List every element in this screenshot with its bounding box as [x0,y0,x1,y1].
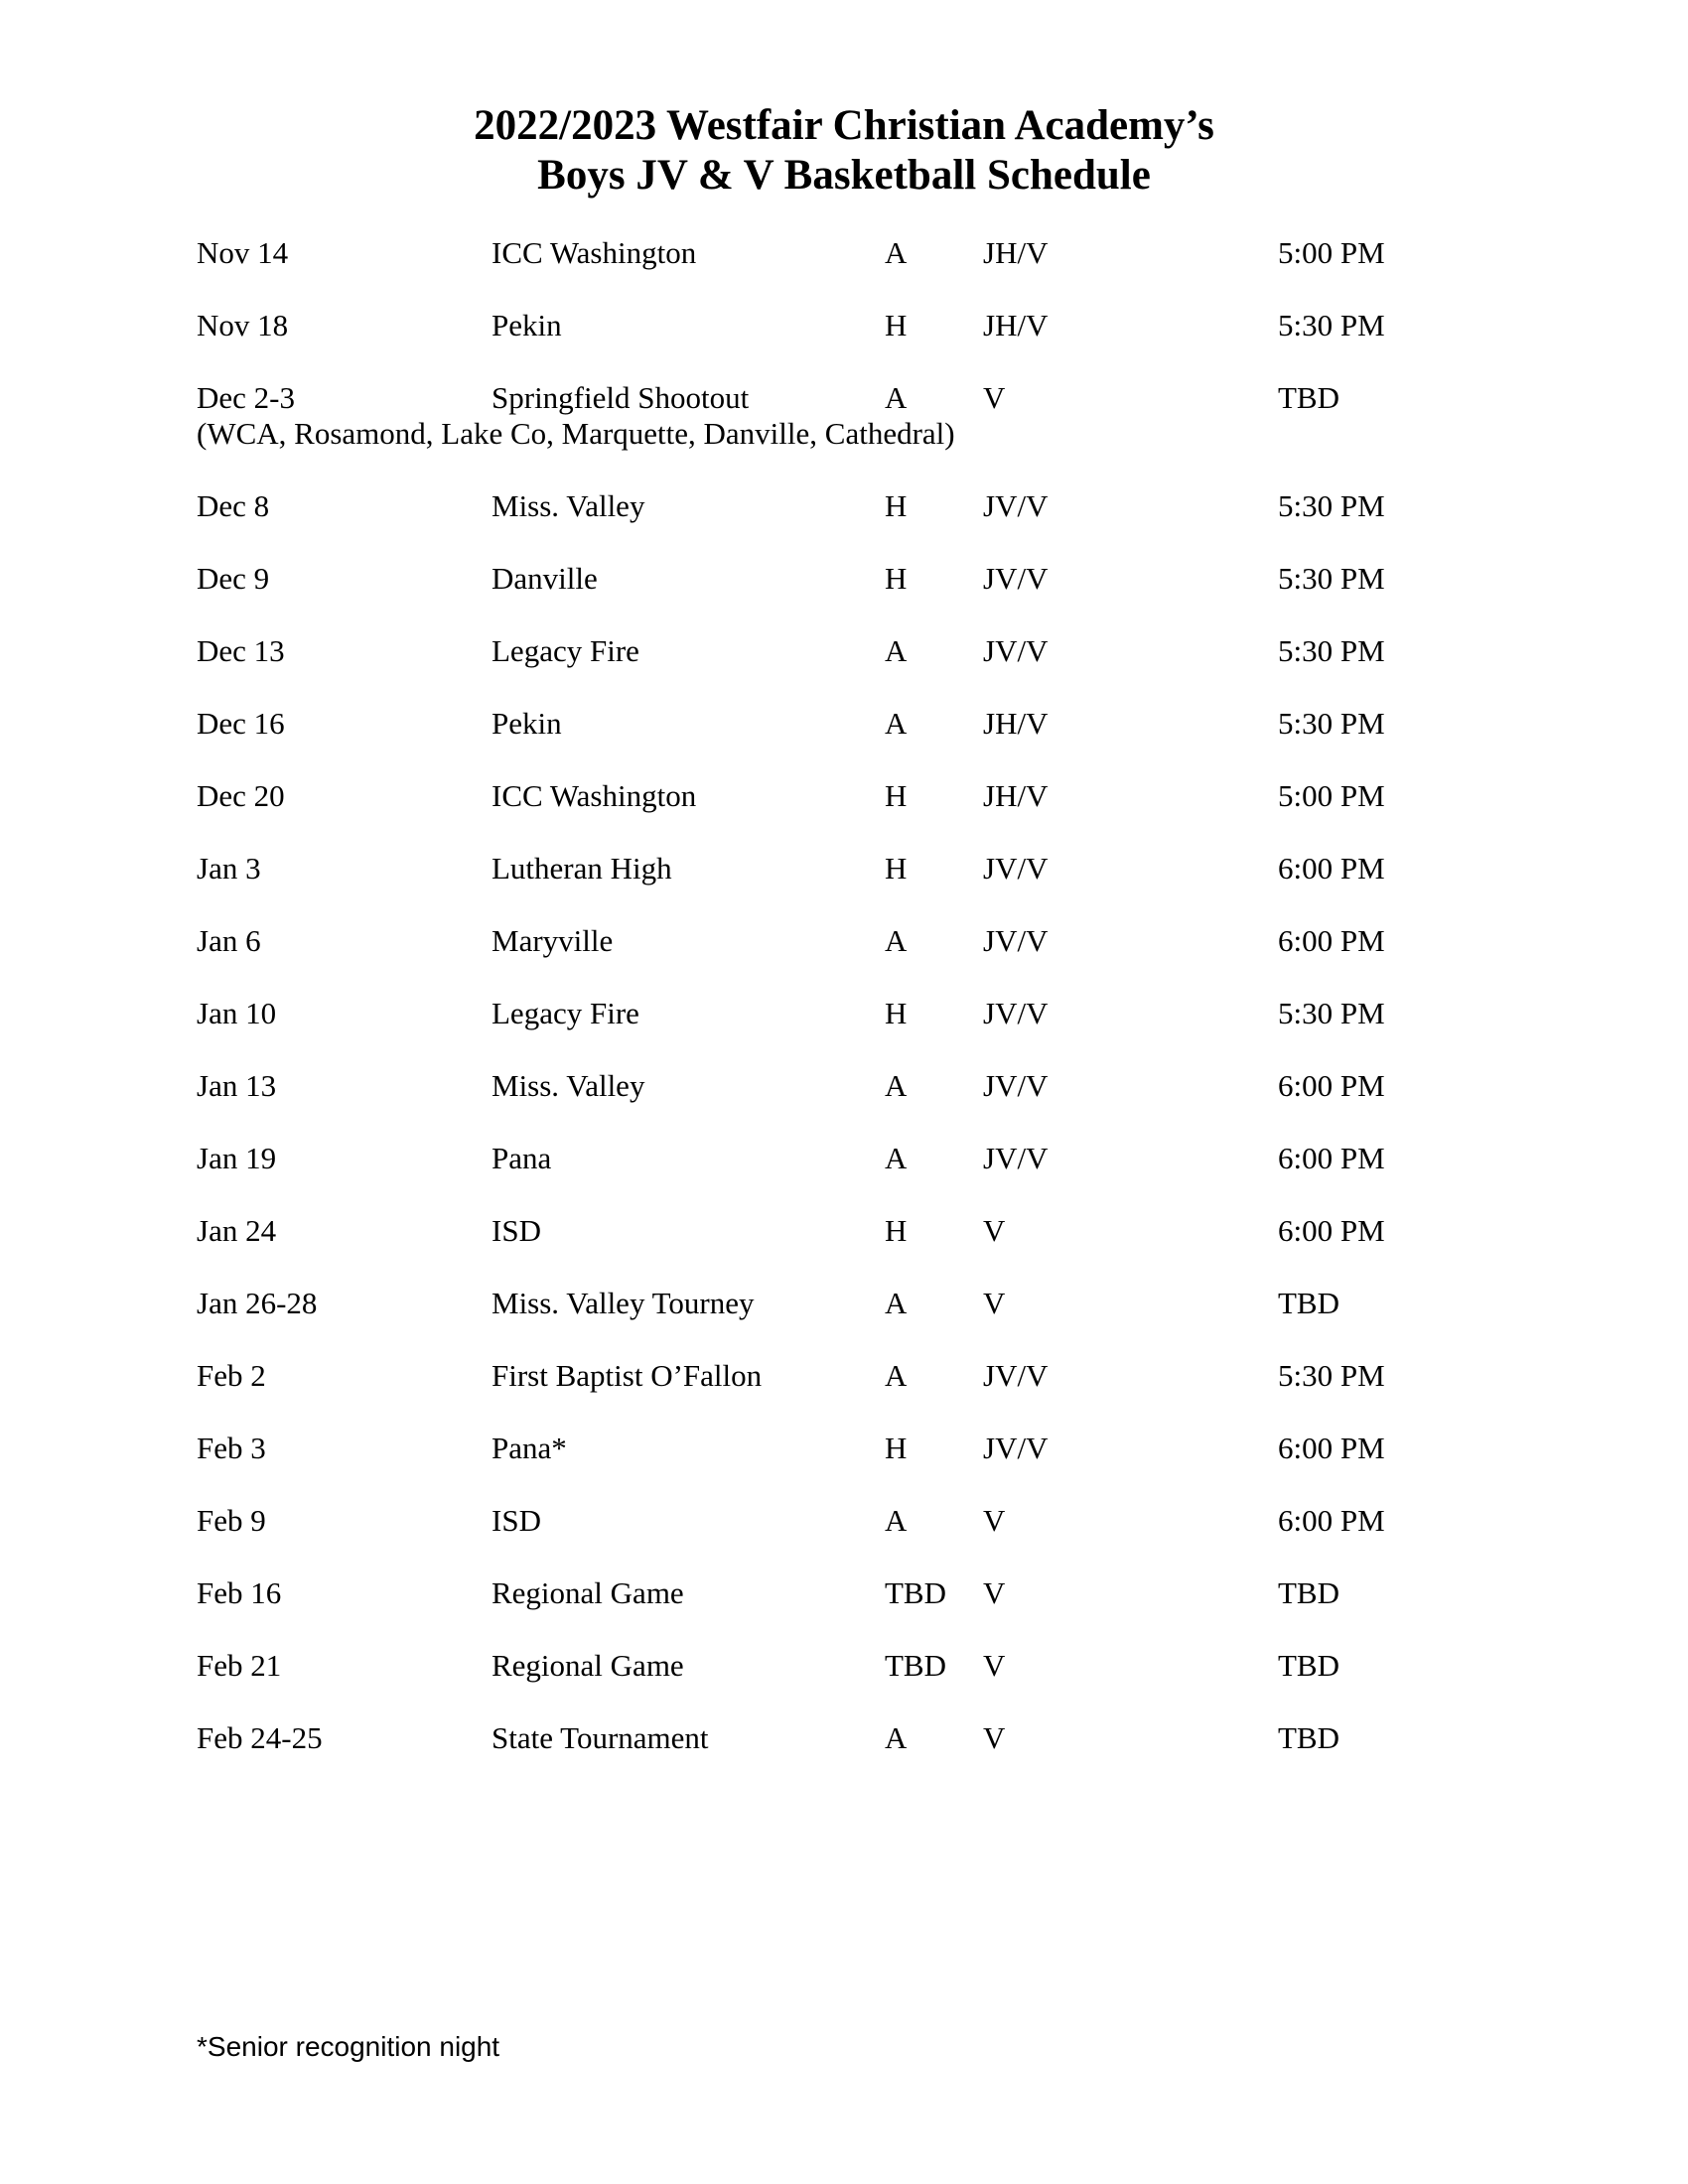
game-location: A [885,1068,908,1103]
game-date: Dec 9 [197,561,270,596]
game-time: 5:00 PM [1278,778,1385,813]
game-location: H [885,561,908,596]
game-location: A [885,1141,908,1175]
game-location: A [885,1358,908,1393]
footnote: *Senior recognition night [197,2031,500,2062]
game-date: Nov 18 [197,308,289,342]
game-date: Dec 16 [197,706,285,741]
game-date: Dec 20 [197,778,285,813]
game-level: V [983,1213,1006,1248]
schedule-row [0,1211,1688,1251]
game-opponent: Springfield Shootout [492,380,750,415]
game-time: 5:30 PM [1278,1358,1385,1393]
game-level: JV/V [983,923,1049,958]
game-level: V [983,1575,1006,1610]
game-location: TBD [885,1648,946,1683]
game-location: A [885,1720,908,1755]
game-opponent: Legacy Fire [492,633,639,668]
game-date: Jan 10 [197,996,277,1030]
schedule-row [0,631,1688,671]
game-date: Feb 2 [197,1358,266,1393]
schedule-row [0,1501,1688,1541]
schedule-row [0,1066,1688,1106]
game-date: Jan 13 [197,1068,277,1103]
game-location: H [885,1431,908,1465]
game-date: Feb 21 [197,1648,282,1683]
game-date: Jan 3 [197,851,261,886]
schedule-row [0,233,1688,273]
game-location: A [885,633,908,668]
game-date: Dec 13 [197,633,285,668]
game-opponent: ICC Washington [492,778,697,813]
game-date: Dec 8 [197,488,270,523]
game-date: Jan 24 [197,1213,277,1248]
game-date: Feb 24-25 [197,1720,323,1755]
game-time: 6:00 PM [1278,1431,1385,1465]
game-note: (WCA, Rosamond, Lake Co, Marquette, Danville, Cathedral) [197,416,955,451]
game-level: JV/V [983,561,1049,596]
game-time: 6:00 PM [1278,923,1385,958]
game-location: A [885,1286,908,1320]
game-level: V [983,1503,1006,1538]
game-location: A [885,380,908,415]
game-time: TBD [1278,380,1339,415]
game-level: V [983,380,1006,415]
game-location: TBD [885,1575,946,1610]
game-time: TBD [1278,1720,1339,1755]
game-location: A [885,923,908,958]
game-level: JV/V [983,1068,1049,1103]
game-date: Jan 6 [197,923,261,958]
game-time: 6:00 PM [1278,1213,1385,1248]
schedule-row [0,1718,1688,1758]
game-time: TBD [1278,1648,1339,1683]
game-date: Feb 9 [197,1503,266,1538]
schedule-row [0,994,1688,1033]
schedule-row [0,1356,1688,1396]
game-time: 5:30 PM [1278,633,1385,668]
game-opponent: Pekin [492,706,562,741]
game-date: Dec 2-3 [197,380,295,415]
game-location: A [885,235,908,270]
game-date: Feb 16 [197,1575,282,1610]
game-location: H [885,851,908,886]
schedule-row [0,306,1688,345]
game-location: A [885,1503,908,1538]
game-date: Nov 14 [197,235,289,270]
game-time: 6:00 PM [1278,1141,1385,1175]
game-time: 5:30 PM [1278,706,1385,741]
game-time: 6:00 PM [1278,1503,1385,1538]
schedule-row [0,704,1688,744]
game-location: H [885,308,908,342]
game-opponent: Regional Game [492,1648,684,1683]
game-level: V [983,1720,1006,1755]
game-opponent: ICC Washington [492,235,697,270]
page-title-line-1: 2022/2023 Westfair Christian Academy’s [474,102,1214,149]
game-location: A [885,706,908,741]
game-location: H [885,778,908,813]
schedule-row [0,378,1688,418]
game-level: JV/V [983,488,1049,523]
game-level: V [983,1286,1006,1320]
schedule-row [0,486,1688,526]
game-opponent: Pekin [492,308,562,342]
game-level: JV/V [983,1141,1049,1175]
schedule-row [0,776,1688,816]
game-location: H [885,1213,908,1248]
game-opponent: Danville [492,561,598,596]
game-opponent: First Baptist O’Fallon [492,1358,763,1393]
game-opponent: Miss. Valley [492,1068,645,1103]
schedule-row [0,1646,1688,1686]
game-opponent: Pana [492,1141,552,1175]
game-time: 5:30 PM [1278,488,1385,523]
game-opponent: Maryville [492,923,614,958]
game-time: TBD [1278,1286,1339,1320]
schedule-row [0,1429,1688,1468]
game-opponent: Regional Game [492,1575,684,1610]
game-level: JV/V [983,996,1049,1030]
game-time: 5:00 PM [1278,235,1385,270]
game-level: JV/V [983,851,1049,886]
schedule-row [0,559,1688,599]
game-time: TBD [1278,1575,1339,1610]
game-level: JH/V [983,308,1049,342]
game-opponent: ISD [492,1503,541,1538]
game-date: Jan 19 [197,1141,277,1175]
game-level: JV/V [983,1358,1049,1393]
page-title-line-2: Boys JV & V Basketball Schedule [537,152,1151,199]
game-time: 5:30 PM [1278,996,1385,1030]
game-time: 5:30 PM [1278,308,1385,342]
game-date: Jan 26-28 [197,1286,318,1320]
schedule-row [0,849,1688,888]
schedule-row [0,921,1688,961]
game-level: JV/V [983,1431,1049,1465]
game-opponent: State Tournament [492,1720,709,1755]
game-time: 6:00 PM [1278,851,1385,886]
game-date: Feb 3 [197,1431,266,1465]
schedule-row [0,1284,1688,1323]
game-time: 5:30 PM [1278,561,1385,596]
game-level: JH/V [983,235,1049,270]
schedule-row [0,1139,1688,1178]
game-location: H [885,488,908,523]
schedule-row [0,1573,1688,1613]
game-time: 6:00 PM [1278,1068,1385,1103]
game-opponent: Miss. Valley [492,488,645,523]
game-location: H [885,996,908,1030]
game-level: JH/V [983,778,1049,813]
game-opponent: Pana* [492,1431,567,1465]
game-opponent: Lutheran High [492,851,672,886]
game-level: JH/V [983,706,1049,741]
game-opponent: Miss. Valley Tourney [492,1286,755,1320]
game-opponent: ISD [492,1213,541,1248]
game-level: JV/V [983,633,1049,668]
game-opponent: Legacy Fire [492,996,639,1030]
game-level: V [983,1648,1006,1683]
